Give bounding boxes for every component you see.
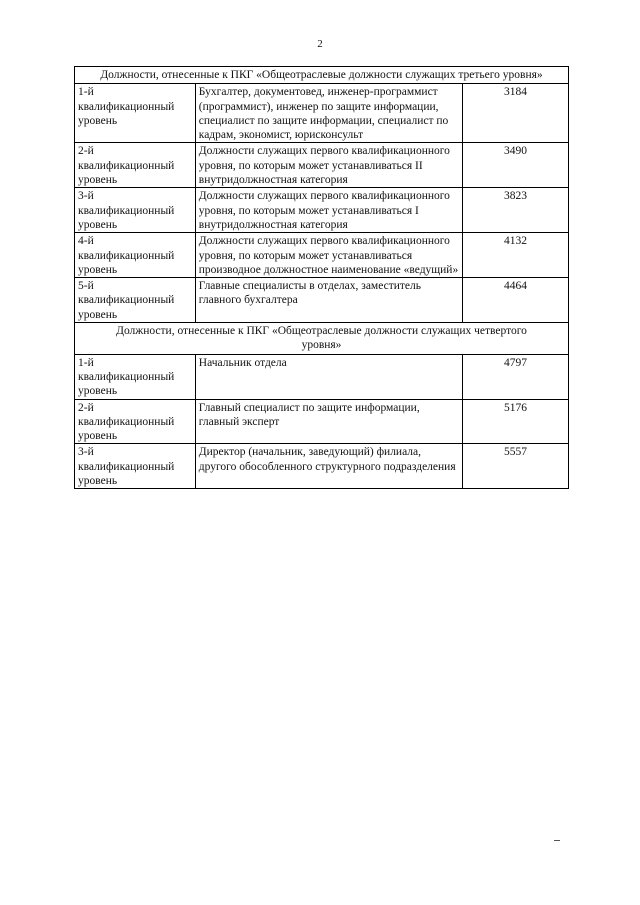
section-header <box>75 323 569 355</box>
positions-list: Главный специалист по защите информации, главный эксперт <box>195 399 462 444</box>
qualification-level: 4-й квалификационный уровень <box>75 233 196 278</box>
salary-value: 3184 <box>462 84 568 143</box>
qualification-level: 3-й квалификационный уровень <box>75 444 196 489</box>
positions-list: Должности служащих первого квалификационного уровня, по которым может устанавливаться производное должностное наименование «ведущий» <box>195 233 462 278</box>
section-title: Должности, отнесенные к ПКГ «Общеотраслевые должности служащих третьего уровня» <box>75 67 569 84</box>
salary-value: 3490 <box>462 143 568 188</box>
salary-value: 3823 <box>462 188 568 233</box>
table-row <box>75 84 569 143</box>
positions-list: Начальник отдела <box>195 354 462 399</box>
page-number: 2 <box>317 38 323 50</box>
salary-value: 5176 <box>462 399 568 444</box>
salary-value: 4464 <box>462 278 568 323</box>
salary-value: 4797 <box>462 354 568 399</box>
table-row <box>75 188 569 233</box>
table-row <box>75 278 569 323</box>
section-title: Должности, отнесенные к ПКГ «Общеотраслевые должности служащих четвертого уровня» <box>75 323 569 355</box>
qualification-level: 2-й квалификационный уровень <box>75 399 196 444</box>
table-row <box>75 444 569 489</box>
positions-list: Должности служащих первого квалификационного уровня, по которым может устанавливаться I внутридолжностная категория <box>195 188 462 233</box>
qualification-level: 1-й квалификационный уровень <box>75 84 196 143</box>
scan-speck <box>554 840 560 841</box>
positions-list: Бухгалтер, документовед, инженер-программист (программист), инженер по защите информации, специалист по защите информации, специалист по кадрам, экономист, юрисконсульт <box>195 84 462 143</box>
qualification-level: 1-й квалификационный уровень <box>75 354 196 399</box>
qualification-level: 2-й квалификационный уровень <box>75 143 196 188</box>
qualification-level: 3-й квалификационный уровень <box>75 188 196 233</box>
table-row <box>75 233 569 278</box>
positions-list: Директор (начальник, заведующий) филиала, другого обособленного структурного подразделения <box>195 444 462 489</box>
salary-value: 4132 <box>462 233 568 278</box>
positions-list: Главные специалисты в отделах, заместитель главного бухгалтера <box>195 278 462 323</box>
table-row <box>75 143 569 188</box>
section-header <box>75 67 569 84</box>
table-row <box>75 354 569 399</box>
positions-list: Должности служащих первого квалификационного уровня, по которым может устанавливаться II внутридолжностная категория <box>195 143 462 188</box>
salary-table <box>74 66 569 489</box>
qualification-level: 5-й квалификационный уровень <box>75 278 196 323</box>
salary-value: 5557 <box>462 444 568 489</box>
table-row <box>75 399 569 444</box>
